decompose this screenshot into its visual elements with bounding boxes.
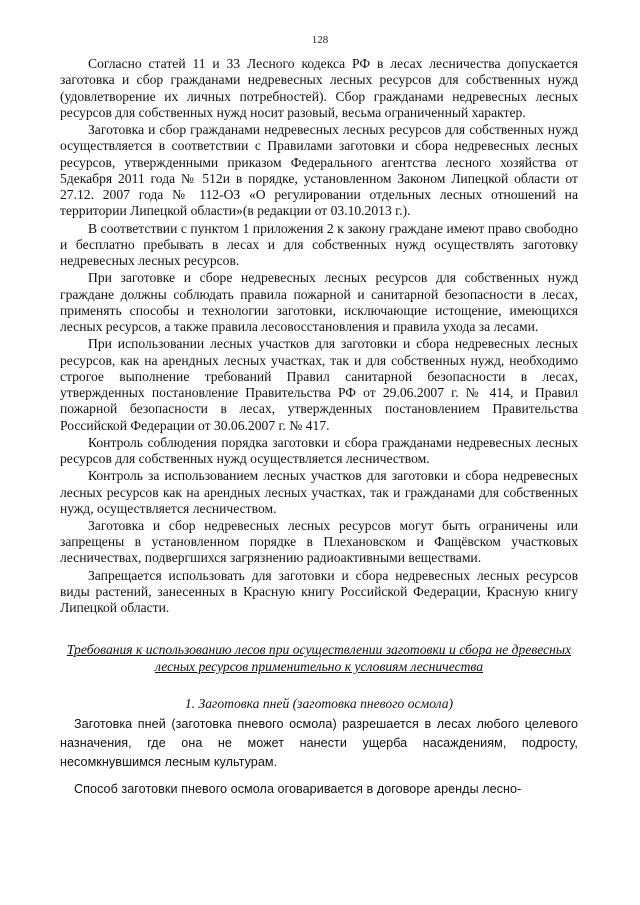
paragraph: Заготовка и сбор гражданами недревесных лесных ресурсов для собственных нужд осуществляется в соответствии с Правилами заготовки и сбора недревесных лесных ресурсов, утвержденными приказом Федерального агентства лесного хозяйства от 5декабря 2011 года № 512и в порядке, установленном Законом Липецкой области от 27.12. 2007 года № 112-ОЗ «О регулировании отдельных лесных отношений на территории Липецкой области»(в редакции от 03.10.2013 г.). (60, 121, 578, 219)
section-heading: Требования к использованию лесов при осуществлении заготовки и сбора не древесных лесных ресурсов применительно к условиям лесничества (66, 642, 572, 675)
subsection-heading: 1. Заготовка пней (заготовка пневого осмола) (184, 695, 454, 711)
paragraph: При использовании лесных участков для заготовки и сбора недревесных лесных ресурсов, как на арендных лесных участках, так и для собственных нужд, необходимо строгое выполнение требований Правил санитарной безопасности в лесах, утвержденных постановление Правительства РФ от 29.06.2007 г. № 414, и Правил пожарной безопасности в лесах, утвержденных постановлением Правительства Российской Федерации от 30.06.2007 г. № 417. (60, 336, 578, 433)
paragraph: Заготовка и сбор недревесных лесных ресурсов могут быть ограничены или запрещены в установленном порядке в Плехановском и Фащёвском участковых лесничествах, подвергшихся загрязнению радиоактивными веществами. (60, 517, 578, 566)
document-body (60, 56, 578, 799)
paragraph: Заготовка пней (заготовка пневого осмола) разрешается в лесах любого целевого назначения, где она не может нанести ущерба насаждениям, подросту, несомкнувшимся лесным культурам. (60, 716, 578, 769)
page-number: 128 (311, 34, 329, 46)
paragraph: Контроль соблюдения порядка заготовки и сбора гражданами недревесных лесных ресурсов для собственных нужд осуществляется лесничеством. (60, 434, 578, 467)
paragraph: Согласно статей 11 и 33 Лесного кодекса РФ в лесах лесничества допускается заготовка и сбор гражданами недревесных лесных ресурсов для собственных нужд (удовлетворение их личных потребностей). Сбор гражданами недревесных лесных ресурсов для собственных нужд носит разовый, весьма ограниченный характер. (60, 56, 578, 120)
paragraph: В соответствии с пунктом 1 приложения 2 к закону граждане имеют право свободно и бесплатно пребывать в лесах и для собственных нужд осуществлять заготовку недревесных лесных ресурсов. (60, 220, 578, 269)
paragraph: Запрещается использовать для заготовки и сбора недревесных лесных ресурсов виды растений, занесенных в Красную книгу Российской Федерации, Красную книгу Липецкой области. (60, 567, 578, 616)
section-spacer (60, 616, 578, 642)
paragraph: При заготовке и сборе недревесных лесных ресурсов для собственных нужд граждане должны соблюдать правила пожарной и санитарной безопасности в лесах, применять способы и технологии заготовки, исключающие истощение, имеющихся лесных ресурсов, а также правила лесовосстановления и правила ухода за лесами. (60, 270, 578, 335)
paragraph: Способ заготовки пневого осмола оговаривается в договоре аренды лесно- (74, 781, 522, 796)
paragraph: Контроль за использованием лесных участков для заготовки и сбора недревесных лесных ресурсов как на арендных лесных участках, так и гражданами для собственных нужд, осуществляется лесничеством. (60, 468, 578, 516)
